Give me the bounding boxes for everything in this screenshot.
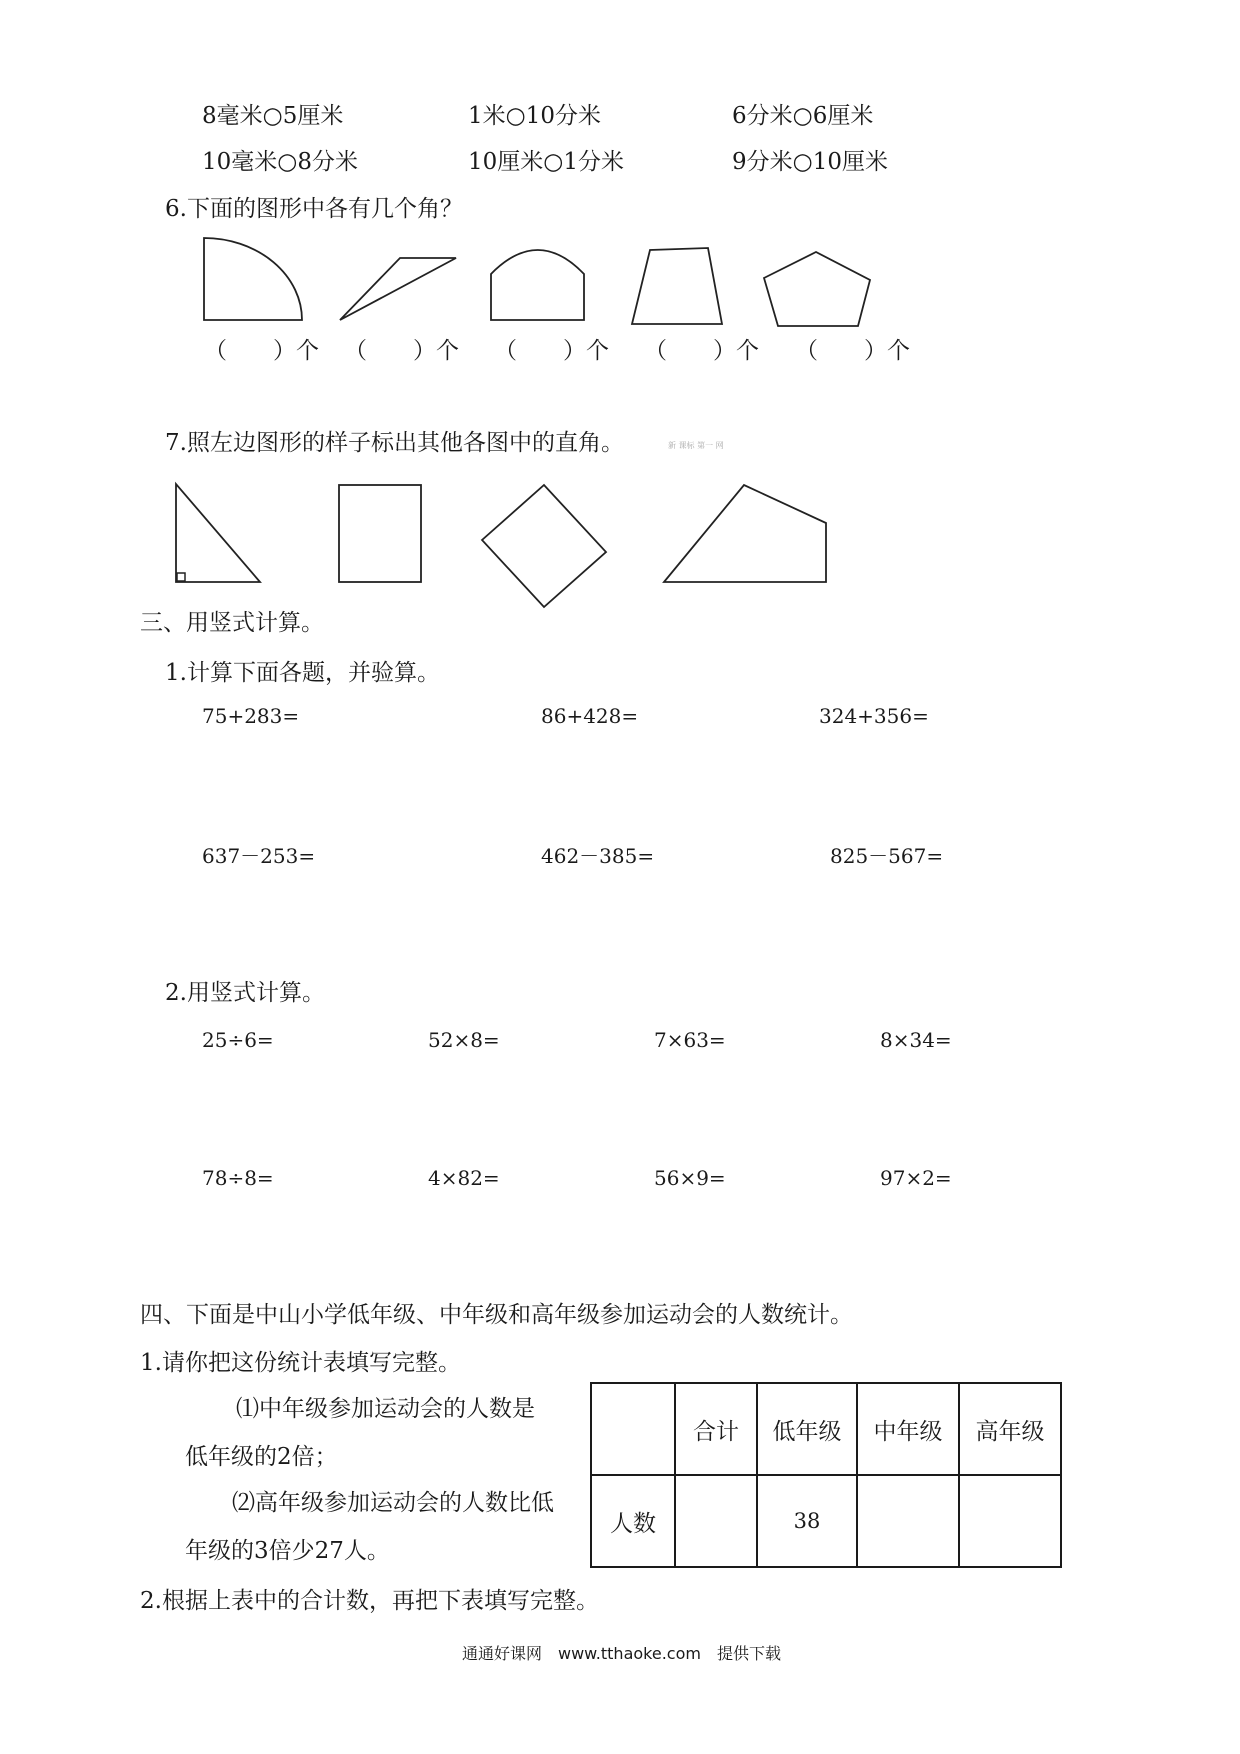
calc-item: 97×2= bbox=[880, 1166, 952, 1190]
trapezoid-right-angle-shape bbox=[664, 485, 826, 582]
calc-item: 8×34= bbox=[880, 1028, 952, 1052]
table-header-cell: 低年级 bbox=[757, 1383, 857, 1475]
calc-item: 56×9= bbox=[654, 1166, 726, 1190]
stats-table bbox=[590, 1382, 1062, 1568]
q5-item: 8毫米○5厘米 bbox=[202, 103, 344, 129]
right-triangle-shape bbox=[176, 484, 260, 582]
q6-blank[interactable]: （ ）个 bbox=[204, 338, 319, 364]
q6-blank[interactable]: （ ）个 bbox=[795, 338, 910, 364]
table-row bbox=[591, 1475, 1061, 1567]
pentagon-shape bbox=[764, 252, 870, 326]
section4-sub1: 1.请你把这份统计表填写完整。 bbox=[140, 1350, 461, 1376]
table-header-cell: 中年级 bbox=[857, 1383, 959, 1475]
calc-item: 78÷8= bbox=[202, 1166, 274, 1190]
watermark-text: 新 课标 第一 网 bbox=[668, 441, 724, 450]
rectangle-shape bbox=[339, 485, 421, 582]
trapezoid-shape bbox=[632, 248, 722, 324]
shapes-figures bbox=[0, 0, 1240, 620]
calc-item: 324+356= bbox=[819, 704, 929, 728]
calc-item: 825－567= bbox=[830, 844, 944, 868]
q7-title: 7.照左边图形的样子标出其他各图中的直角。 bbox=[165, 430, 624, 456]
hint-2-line-b: 年级的3倍少27人。 bbox=[185, 1538, 390, 1564]
section3-sub1: 1.计算下面各题，并验算。 bbox=[165, 660, 440, 686]
hint-1-line-a: ⑴中年级参加运动会的人数是 bbox=[236, 1396, 535, 1422]
table-row-label: 人数 bbox=[591, 1475, 675, 1567]
table-header-cell: 高年级 bbox=[959, 1383, 1061, 1475]
triangle-shape bbox=[340, 258, 456, 320]
calc-item: 4×82= bbox=[428, 1166, 500, 1190]
q6-title: 6.下面的图形中各有几个角？ bbox=[165, 196, 463, 222]
hint-1-line-b: 低年级的2倍； bbox=[185, 1444, 338, 1470]
arch-shape bbox=[491, 250, 584, 320]
hint-2-line-a: ⑵高年级参加运动会的人数比低 bbox=[232, 1490, 554, 1516]
quarter-circle-shape bbox=[204, 238, 302, 320]
q6-blank[interactable]: （ ）个 bbox=[344, 338, 459, 364]
calc-item: 25÷6= bbox=[202, 1028, 274, 1052]
right-angle-mark bbox=[177, 573, 185, 581]
q6-blank[interactable]: （ ）个 bbox=[644, 338, 759, 364]
section4-sub2: 2.根据上表中的合计数，再把下表填写完整。 bbox=[140, 1588, 599, 1614]
q6-blank[interactable]: （ ）个 bbox=[494, 338, 609, 364]
table-corner-cell bbox=[591, 1383, 675, 1475]
q5-item: 10毫米○8分米 bbox=[202, 149, 358, 175]
table-header-row bbox=[591, 1383, 1061, 1475]
calc-item: 7×63= bbox=[654, 1028, 726, 1052]
calc-item: 462－385= bbox=[541, 844, 655, 868]
table-cell-low[interactable]: 38 bbox=[757, 1475, 857, 1567]
calc-item: 52×8= bbox=[428, 1028, 500, 1052]
section3-title: 三、用竖式计算。 bbox=[140, 610, 324, 636]
table-cell-middle[interactable] bbox=[857, 1475, 959, 1567]
table-header-cell: 合计 bbox=[675, 1383, 757, 1475]
calc-item: 86+428= bbox=[541, 704, 639, 728]
q5-item: 9分米○10厘米 bbox=[732, 149, 888, 175]
q5-item: 6分米○6厘米 bbox=[732, 103, 874, 129]
calc-item: 75+283= bbox=[202, 704, 300, 728]
section4-title: 四、下面是中山小学低年级、中年级和高年级参加运动会的人数统计。 bbox=[140, 1302, 853, 1328]
table-cell-high[interactable] bbox=[959, 1475, 1061, 1567]
table-cell-total[interactable] bbox=[675, 1475, 757, 1567]
calc-item: 637－253= bbox=[202, 844, 316, 868]
q5-item: 10厘米○1分米 bbox=[468, 149, 624, 175]
footer-text: 通通好课网 www.tthaoke.com 提供下载 bbox=[462, 1644, 781, 1663]
tilted-square-shape bbox=[482, 485, 606, 607]
q5-item: 1米○10分米 bbox=[468, 103, 601, 129]
section3-sub2: 2.用竖式计算。 bbox=[165, 980, 325, 1006]
